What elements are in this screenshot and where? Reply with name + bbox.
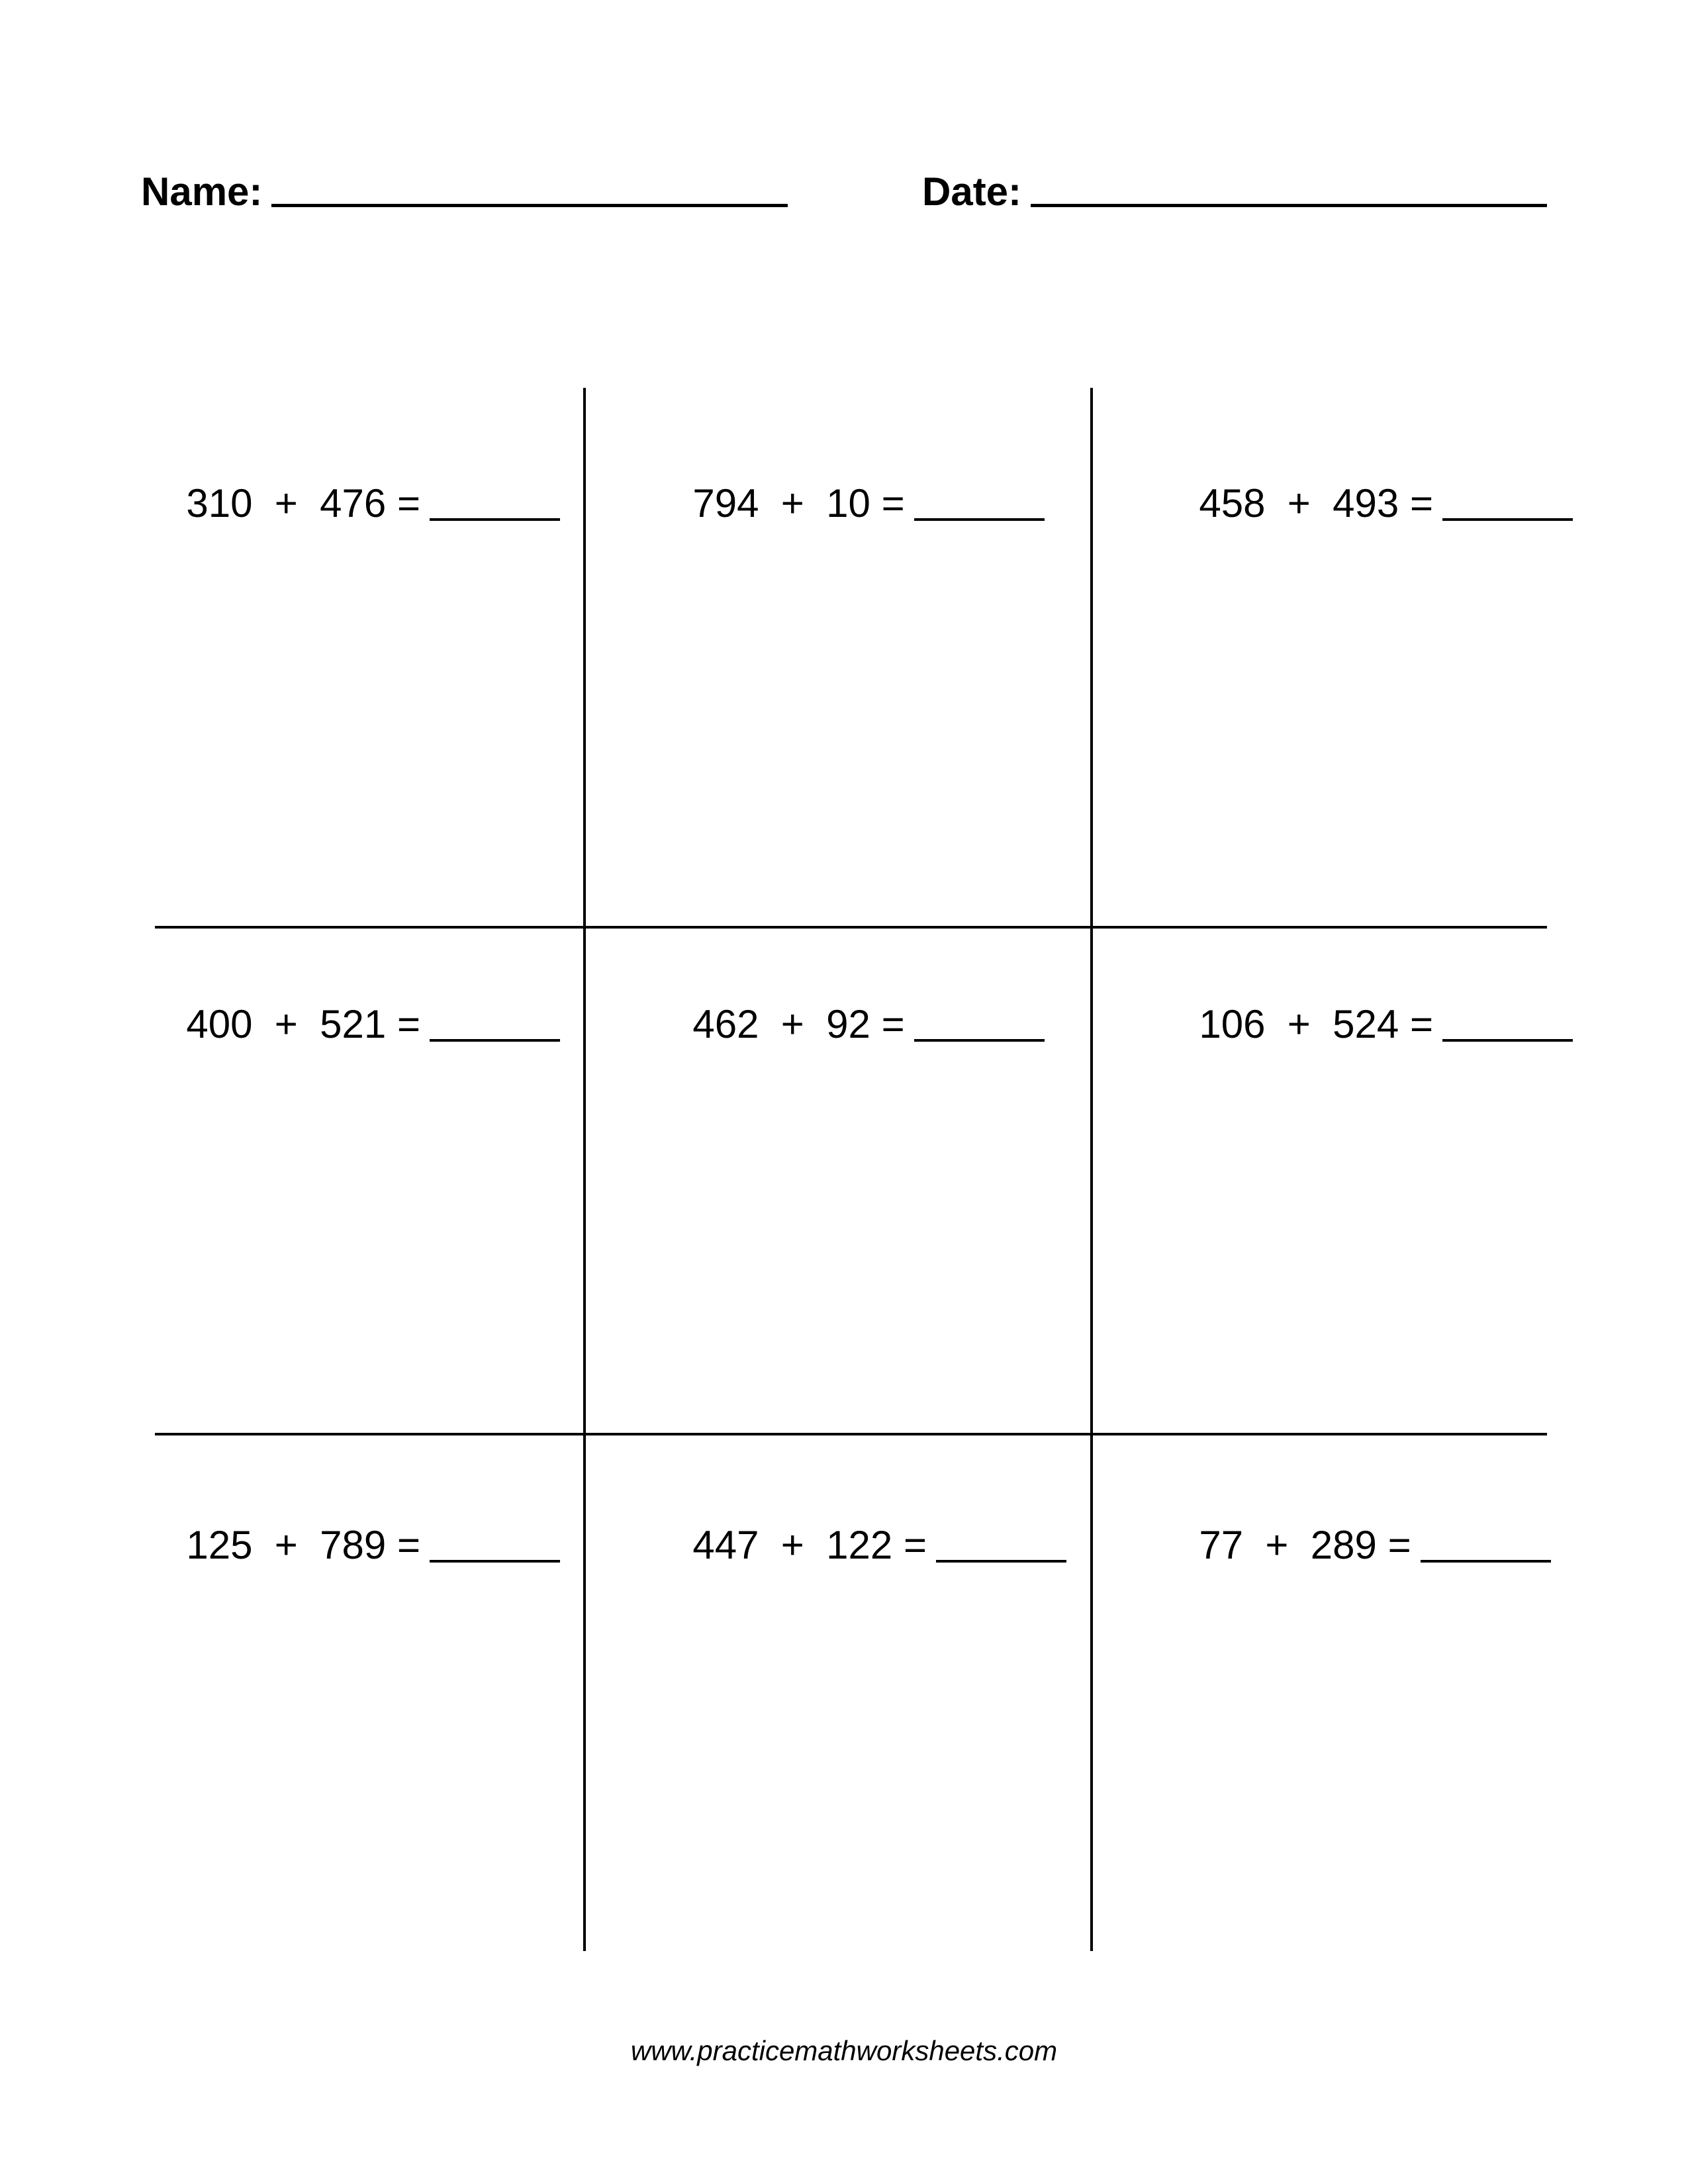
name-label: Name:: [141, 169, 263, 214]
problem-2: [671, 434, 1045, 527]
answer-blank: [936, 1560, 1066, 1563]
problem-expression: 447 + 122 =: [692, 1523, 927, 1567]
problem-7: [164, 1476, 560, 1569]
problem-8: [671, 1476, 1066, 1569]
problem-expression: 458 + 493 =: [1199, 481, 1433, 525]
problem-expression: 400 + 521 =: [186, 1002, 420, 1046]
problem-expression: 77 + 289 =: [1199, 1523, 1411, 1567]
date-write-line: [1031, 204, 1547, 207]
date-field: [922, 169, 1547, 215]
problem-3: [1177, 434, 1573, 527]
problem-expression: 106 + 524 =: [1199, 1002, 1433, 1046]
grid-vertical-divider: [583, 388, 586, 1951]
answer-blank: [430, 518, 560, 521]
name-write-line: [271, 204, 788, 207]
problem-5: [671, 955, 1045, 1048]
answer-blank: [914, 518, 1045, 521]
footer-url: www.practicemathworksheets.com: [630, 2035, 1058, 2066]
date-label: Date:: [922, 169, 1022, 214]
grid-horizontal-divider: [155, 926, 1547, 929]
problem-1: [164, 434, 560, 527]
problem-expression: 310 + 476 =: [186, 481, 420, 525]
answer-blank: [1442, 518, 1573, 521]
problem-expression: 794 + 10 =: [692, 481, 905, 525]
problem-4: [164, 955, 560, 1048]
answer-blank: [430, 1560, 560, 1563]
answer-blank: [1442, 1039, 1573, 1042]
name-field: [141, 169, 788, 215]
answer-blank: [1421, 1560, 1551, 1563]
problem-6: [1177, 955, 1573, 1048]
problem-expression: 462 + 92 =: [692, 1002, 905, 1046]
grid-horizontal-divider: [155, 1433, 1547, 1435]
answer-blank: [430, 1039, 560, 1042]
problem-9: [1177, 1476, 1551, 1569]
problem-expression: 125 + 789 =: [186, 1523, 420, 1567]
grid-vertical-divider: [1090, 388, 1093, 1951]
answer-blank: [914, 1039, 1045, 1042]
